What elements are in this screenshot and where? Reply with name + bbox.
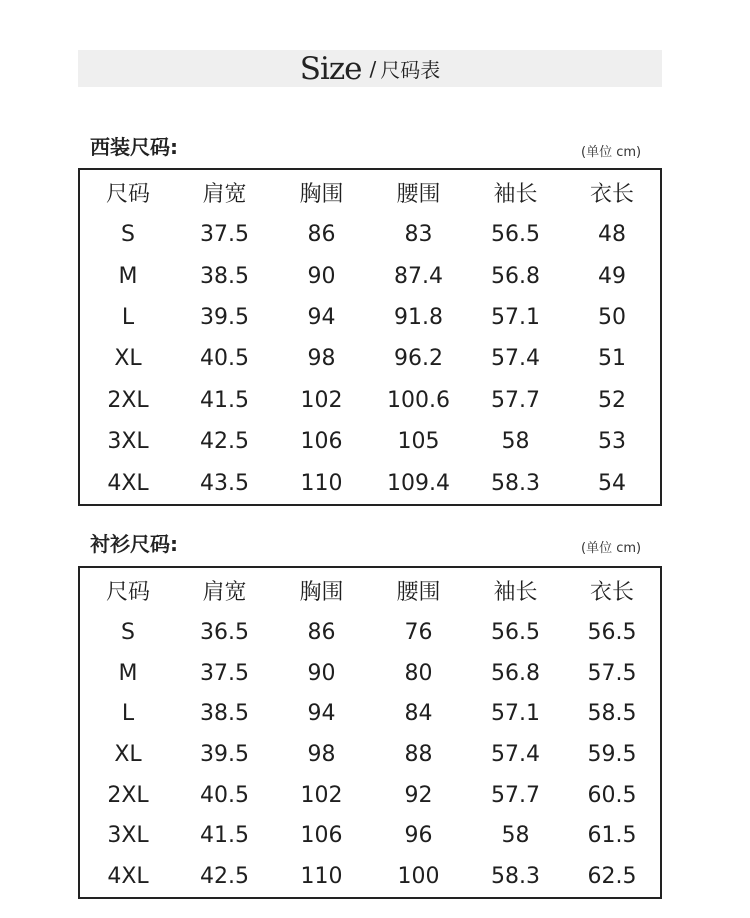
table-cell: 84	[404, 701, 433, 727]
table-cell: 41.5	[200, 823, 249, 849]
table-cell: 42.5	[200, 864, 249, 890]
table-cell: XL	[114, 346, 142, 372]
size-title: Size	[299, 50, 362, 87]
table-cell: 98	[307, 346, 336, 372]
table-cell: 106	[300, 429, 343, 455]
table-row	[79, 856, 661, 898]
table-cell: 57.7	[491, 782, 540, 808]
shirt-unit-note: (单位 cm)	[581, 541, 642, 556]
table-cell: 62.5	[587, 864, 637, 890]
size-subtitle: 尺码表	[380, 58, 441, 82]
table-cell: 94	[307, 701, 336, 727]
column-header: 衣长	[589, 579, 634, 605]
table-cell: 56.5	[491, 619, 540, 645]
table-cell: M	[118, 660, 138, 686]
column-header: 肩宽	[202, 181, 247, 207]
table-cell: M	[118, 263, 138, 289]
table-row	[79, 693, 661, 734]
table-cell: 38.5	[200, 701, 249, 727]
table-cell: 37.5	[200, 222, 249, 248]
table-header-row	[79, 169, 661, 214]
table-header-row	[79, 567, 661, 612]
table-row	[79, 734, 661, 775]
table-cell: 43.5	[200, 470, 249, 496]
table-cell: 58.3	[491, 470, 540, 496]
table-cell: 91.8	[394, 305, 443, 331]
table-cell: 58	[501, 823, 530, 849]
table-row	[79, 816, 661, 857]
table-row	[79, 612, 661, 653]
table-cell: 83	[404, 222, 433, 248]
table-row	[79, 297, 661, 338]
table-row	[79, 463, 661, 505]
suit-size-table	[78, 168, 662, 506]
table-cell: 59.5	[587, 741, 637, 767]
table-cell: 50	[598, 305, 626, 331]
table-cell: 36.5	[200, 619, 249, 645]
shirt-size-table	[78, 566, 662, 899]
table-cell: 58.3	[491, 864, 540, 890]
table-cell: 87.4	[394, 263, 443, 289]
table-cell: 100.6	[387, 387, 450, 413]
suit-section-title: 西装尺码:	[90, 135, 178, 159]
table-cell: 58.5	[587, 701, 637, 727]
column-header: 袖长	[493, 579, 538, 605]
table-cell: 56.5	[491, 222, 540, 248]
table-cell: 49	[598, 263, 626, 289]
title-separator: /	[369, 56, 377, 81]
table-cell: 57.4	[491, 346, 540, 372]
table-cell: 109.4	[387, 470, 450, 496]
table-cell: L	[121, 701, 135, 727]
table-cell: 92	[404, 782, 433, 808]
table-row	[79, 380, 661, 421]
table-cell: 57.5	[587, 660, 637, 686]
table-cell: 38.5	[200, 263, 249, 289]
table-cell: S	[121, 222, 135, 248]
column-header: 衣长	[589, 181, 634, 207]
table-cell: 4XL	[107, 470, 149, 496]
table-cell: 51	[598, 346, 626, 372]
column-header: 胸围	[299, 579, 344, 605]
table-row	[79, 255, 661, 296]
table-cell: 60.5	[587, 782, 637, 808]
table-cell: L	[121, 305, 135, 331]
table-cell: 105	[397, 429, 440, 455]
size-header-band	[78, 50, 662, 87]
table-cell: 61.5	[587, 823, 637, 849]
table-cell: 110	[300, 864, 343, 890]
table-row	[79, 775, 661, 816]
table-cell: 100	[397, 864, 440, 890]
table-row	[79, 338, 661, 379]
table-cell: 56.5	[587, 619, 637, 645]
table-cell: 2XL	[107, 782, 149, 808]
table-cell: 53	[598, 429, 626, 455]
table-cell: 54	[598, 470, 626, 496]
table-cell: 4XL	[107, 864, 149, 890]
column-header: 尺码	[105, 181, 150, 207]
table-cell: 102	[300, 387, 343, 413]
table-cell: 2XL	[107, 387, 149, 413]
table-row	[79, 421, 661, 462]
column-header: 胸围	[299, 181, 344, 207]
table-cell: 52	[598, 387, 626, 413]
table-cell: 58	[501, 429, 530, 455]
table-cell: 80	[404, 660, 433, 686]
watermark	[170, 548, 610, 567]
table-cell: 39.5	[200, 741, 249, 767]
table-cell: 56.8	[491, 660, 540, 686]
suit-unit-note: (单位 cm)	[581, 145, 642, 160]
table-cell: 57.1	[491, 701, 540, 727]
table-cell: 57.4	[491, 741, 540, 767]
table-cell: 56.8	[491, 263, 540, 289]
table-cell: 37.5	[200, 660, 249, 686]
column-header: 袖长	[493, 181, 538, 207]
shirt-section-title: 衬衫尺码:	[90, 532, 178, 556]
column-header: 腰围	[396, 181, 441, 207]
table-cell: 86	[307, 619, 336, 645]
table-cell: 102	[300, 782, 343, 808]
table-cell: 3XL	[107, 823, 149, 849]
table-cell: 40.5	[200, 782, 249, 808]
table-cell: 48	[598, 222, 626, 248]
table-cell: 57.7	[491, 387, 540, 413]
table-row	[79, 214, 661, 255]
table-cell: XL	[114, 741, 142, 767]
table-cell: 40.5	[200, 346, 249, 372]
table-cell: 86	[307, 222, 336, 248]
table-cell: 96	[404, 823, 433, 849]
table-cell: 94	[307, 305, 336, 331]
table-cell: S	[121, 619, 135, 645]
table-cell: 88	[404, 741, 433, 767]
table-row	[79, 653, 661, 694]
table-cell: 39.5	[200, 305, 249, 331]
table-cell: 90	[307, 263, 336, 289]
table-cell: 41.5	[200, 387, 249, 413]
table-cell: 42.5	[200, 429, 249, 455]
column-header: 肩宽	[202, 579, 247, 605]
table-cell: 57.1	[491, 305, 540, 331]
column-header: 腰围	[396, 579, 441, 605]
table-cell: 98	[307, 741, 336, 767]
table-cell: 90	[307, 660, 336, 686]
column-header: 尺码	[105, 579, 150, 605]
table-cell: 106	[300, 823, 343, 849]
table-cell: 76	[404, 619, 433, 645]
table-cell: 110	[300, 470, 343, 496]
table-cell: 3XL	[107, 429, 149, 455]
table-cell: 96.2	[394, 346, 443, 372]
